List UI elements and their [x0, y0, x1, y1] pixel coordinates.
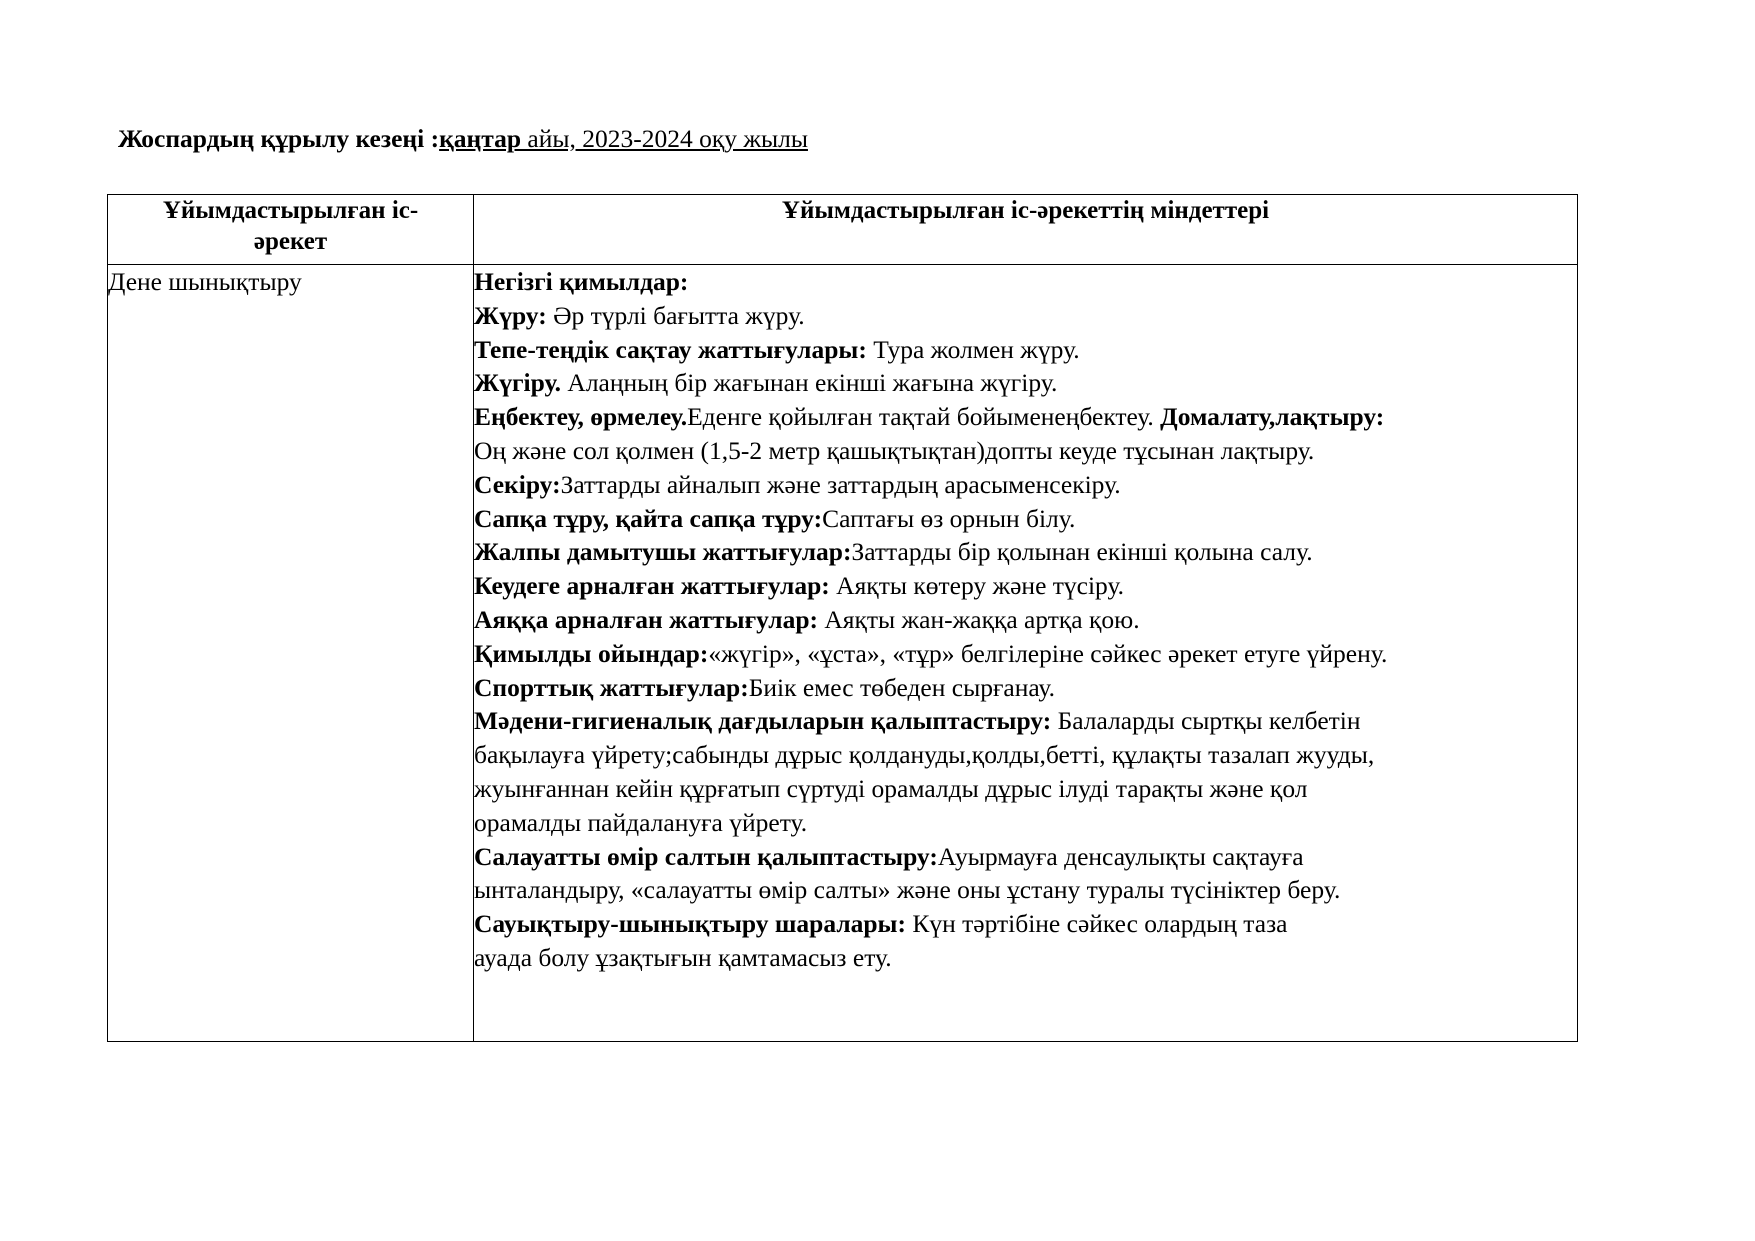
task-line-text: орамалды пайдалануға үйрету. [474, 807, 808, 837]
task-line-text: ынталандыру, «салауатты өмір салты» және оны ұстану туралы түсініктер беру. [474, 875, 1341, 905]
heading-label: Жоспардың құрылу кезеңі : [118, 124, 440, 153]
task-line [474, 704, 1577, 738]
page-heading [118, 124, 808, 154]
task-line-title: Спорттық жаттығулар: [474, 672, 749, 702]
task-line-text: Еденге қойылған тақтай бойыменеңбектеу. [687, 402, 1161, 432]
header-activity: Ұйымдастырылған іс-әрекет [108, 195, 474, 265]
task-line [474, 738, 1577, 772]
task-line-title: Сапқа тұру, қайта сапқа тұру: [474, 503, 823, 533]
task-line [474, 535, 1577, 569]
task-line-text: бақылауға үйрету;сабынды дұрыс қолдануды,қолды,бетті, құлақты тазалап жууды, [474, 740, 1375, 770]
task-line-text: ауада болу ұзақтығын қамтамасыз ету. [474, 942, 892, 972]
task-line [474, 502, 1577, 536]
task-line-text: Аяқты жан-жаққа артқа қою. [824, 604, 1140, 634]
task-line-title: Еңбектеу, өрмелеу. [474, 402, 688, 432]
task-line [474, 569, 1577, 603]
task-line [474, 400, 1577, 434]
task-lines [474, 265, 1577, 975]
task-line-title: Салауатты өмір салтын қалыптастыру: [474, 841, 938, 871]
task-line-text: Заттарды бір қолынан екінші қолына салу. [851, 537, 1313, 567]
header-tasks: Ұйымдастырылған іс-әрекеттің міндеттері [474, 195, 1578, 265]
task-line-text: Саптағы өз орнын білу. [822, 503, 1076, 533]
task-line-title: Кеудеге арналған жаттығулар: [474, 571, 837, 601]
task-line-text: «жүгір», «ұста», «тұр» белгілеріне сәйкес әрекет етуге үйрену. [708, 638, 1388, 668]
task-line [474, 603, 1577, 637]
task-line [474, 671, 1577, 705]
task-line-text: Биік емес төбеден сырғанау. [748, 672, 1055, 702]
task-line [474, 941, 1577, 975]
table-row [108, 265, 1578, 1042]
task-line-title: Тепе-теңдік сақтау жаттығулары: [474, 334, 874, 364]
task-line-title: Домалату,лақтыру: [1160, 402, 1385, 432]
task-line [474, 806, 1577, 840]
heading-month: қаңтар [439, 124, 521, 153]
task-line-text: жуынғаннан кейін құрғатып сүртуді орамалды дұрыс ілуді тарақты және қол [474, 773, 1308, 803]
task-line-text: Тура жолмен жүру. [873, 334, 1080, 364]
task-line-text: Оң және сол қолмен (1,5-2 метр қашықтықтан)допты кеуде тұсынан лақтыру. [474, 435, 1315, 465]
task-line-title: Жүгіру. [474, 368, 568, 398]
task-line [474, 333, 1577, 367]
task-line-title: Қимылды ойындар: [474, 638, 709, 668]
tasks-cell [474, 265, 1578, 1042]
task-line [474, 366, 1577, 400]
heading-year: айы, 2023-2024 оқу жылы [521, 124, 808, 153]
task-line-text: Балаларды сыртқы келбетін [1057, 706, 1361, 736]
task-line-title: Мәдени-гигиеналық дағдыларын қалыптастыру: [474, 706, 1058, 736]
task-line [474, 907, 1577, 941]
plan-table [107, 194, 1578, 1042]
task-line-text: Ауырмауға денсаулықты сақтауға [937, 841, 1304, 871]
task-line-text: Әр түрлі бағытта жүру. [553, 300, 805, 330]
task-line-title: Негізгі қимылдар: [474, 267, 689, 296]
task-line [474, 265, 1577, 299]
task-line [474, 434, 1577, 468]
task-line-title: Секіру: [474, 469, 561, 499]
task-line-text: Алаңның бір жағынан екінші жағына жүгіру. [567, 368, 1058, 398]
task-line [474, 468, 1577, 502]
task-line [474, 873, 1577, 907]
task-line [474, 637, 1577, 671]
task-line-text: Заттарды айналып және заттардың арасыменсекіру. [560, 469, 1121, 499]
table-header-row [108, 195, 1578, 265]
task-line [474, 299, 1577, 333]
task-line-title: Жалпы дамытушы жаттығулар: [474, 537, 852, 567]
task-line-title: Сауықтыру-шынықтыру шаралары: [474, 909, 913, 939]
subject-cell: Дене шынықтыру [108, 265, 474, 1042]
task-line-text: Күн тәртібіне сәйкес олардың таза [912, 909, 1288, 939]
task-line-title: Аяққа арналған жаттығулар: [474, 604, 825, 634]
task-line [474, 840, 1577, 874]
task-line [474, 772, 1577, 806]
task-line-title: Жүру: [474, 300, 554, 330]
task-line-text: Аяқты көтеру және түсіру. [836, 571, 1125, 601]
